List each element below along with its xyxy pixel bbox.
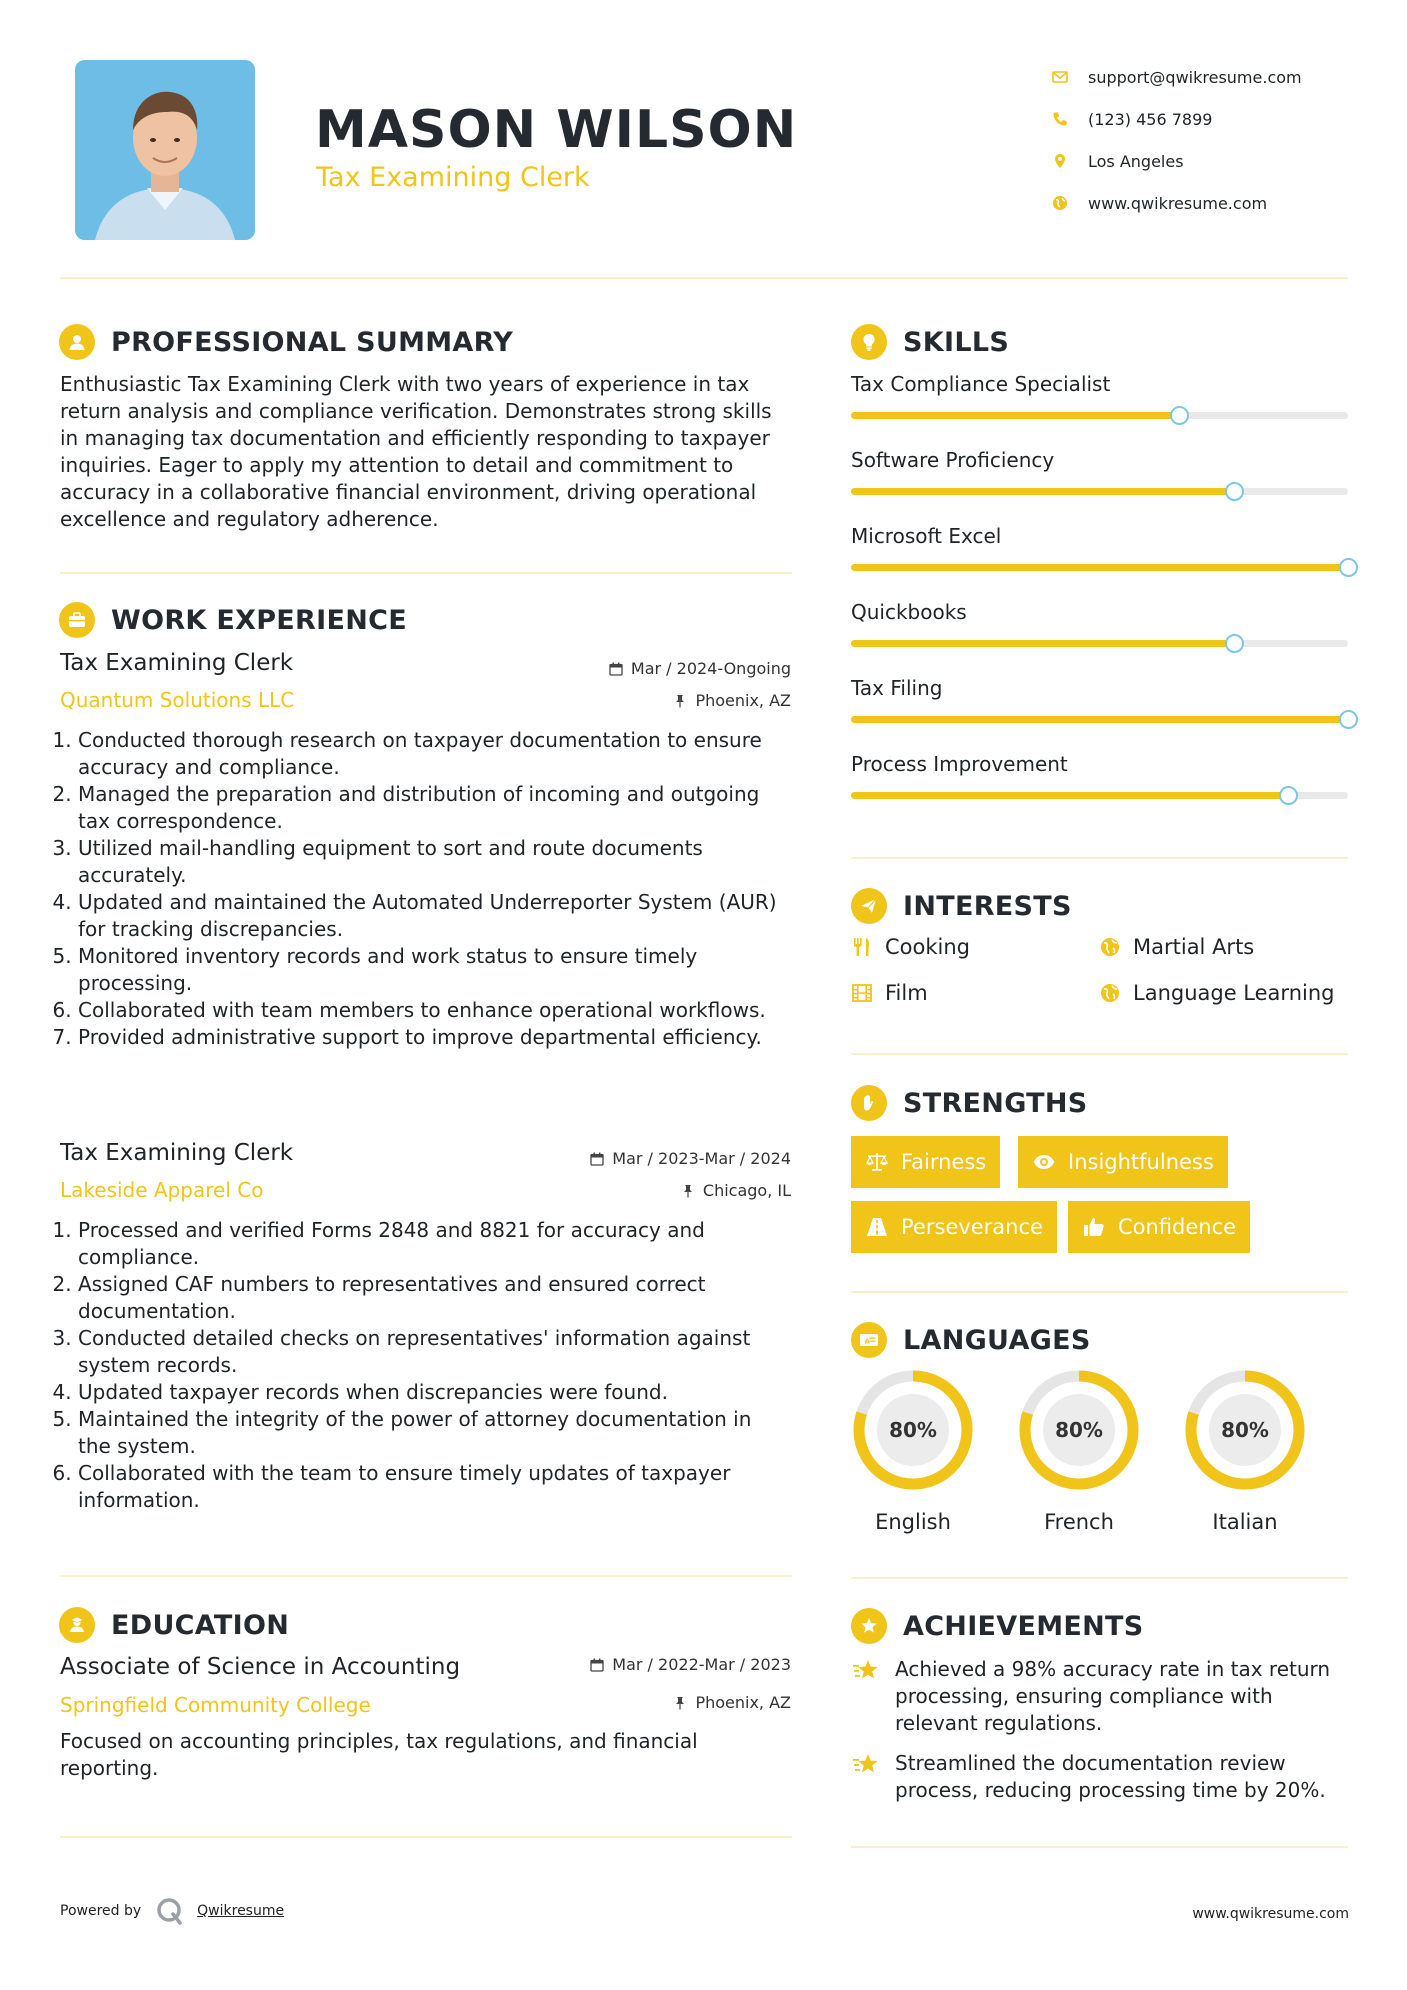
lightbulb-icon bbox=[851, 324, 887, 360]
strength-tag bbox=[1018, 1136, 1228, 1188]
hand-icon bbox=[851, 1085, 887, 1121]
contact-website[interactable] bbox=[1050, 182, 1380, 224]
experience-heading bbox=[59, 602, 407, 638]
education-date bbox=[590, 1655, 791, 1674]
road-icon bbox=[865, 1215, 889, 1239]
briefcase-icon bbox=[59, 602, 95, 638]
skill-bar bbox=[851, 564, 1348, 571]
contact-phone-text: (123) 456 7899 bbox=[1088, 109, 1213, 129]
mail-icon bbox=[1050, 69, 1088, 85]
list-item: 4. Updated and maintained the Automated Underreporter System (AUR) for tracking discrepancies. bbox=[78, 889, 790, 943]
achievement-item bbox=[851, 1656, 1351, 1737]
job-2-date-text: Mar / 2023-Mar / 2024 bbox=[612, 1149, 791, 1168]
list-item: 2. Managed the preparation and distribution of incoming and outgoing tax correspondence. bbox=[78, 781, 790, 835]
globe-icon bbox=[1099, 936, 1121, 958]
strength-tag bbox=[851, 1201, 1057, 1253]
summary-text: Enthusiastic Tax Examining Clerk with two years of experience in tax return analysis and compliance verification. Demonstrates strong skills in managing tax documentation and efficiently responding to taxpayer inquiries. Eager to apply my attention to detail and commitment to accuracy in a collaborative financial environment, driving operational excellence and regulatory adherence. bbox=[60, 372, 772, 531]
contact-phone[interactable] bbox=[1050, 98, 1380, 140]
education-heading-text: EDUCATION bbox=[111, 1609, 290, 1641]
language-name: Italian bbox=[1212, 1510, 1278, 1534]
language-item bbox=[1183, 1368, 1307, 1534]
skill-bar-knob bbox=[1339, 558, 1358, 577]
experience-divider bbox=[60, 1575, 792, 1577]
language-ring bbox=[851, 1368, 975, 1492]
achievement-item bbox=[851, 1750, 1351, 1804]
header-divider bbox=[60, 277, 1348, 279]
list-item: 1. Processed and verified Forms 2848 and 8821 for accuracy and compliance. bbox=[78, 1217, 790, 1271]
skill-item bbox=[851, 448, 1348, 472]
summary-divider bbox=[60, 572, 792, 574]
job-2-date bbox=[590, 1149, 791, 1168]
interest-item bbox=[1099, 981, 1334, 1005]
list-item: 5. Maintained the integrity of the power of attorney documentation in the system. bbox=[78, 1406, 790, 1460]
candidate-name: MASON WILSON bbox=[315, 100, 798, 160]
interests-heading-text: INTERESTS bbox=[903, 890, 1072, 922]
contact-email[interactable] bbox=[1050, 56, 1380, 98]
job-1-location bbox=[673, 691, 791, 710]
skills-heading-text: SKILLS bbox=[903, 326, 1010, 358]
skill-bar-fill bbox=[851, 488, 1234, 495]
languages-heading bbox=[851, 1322, 1091, 1358]
language-icon bbox=[851, 1322, 887, 1358]
skill-item bbox=[851, 524, 1348, 548]
strengths-heading bbox=[851, 1085, 1088, 1121]
education-location bbox=[673, 1693, 791, 1712]
interest-label: Cooking bbox=[885, 935, 970, 959]
list-item: 3. Conducted detailed checks on representatives' information against system records. bbox=[78, 1325, 790, 1379]
footer-powered-by bbox=[60, 1896, 284, 1926]
pin-icon bbox=[673, 694, 687, 708]
list-item: 6. Collaborated with the team to ensure timely updates of taxpayer information. bbox=[78, 1460, 790, 1514]
education-description: Focused on accounting principles, tax regulations, and financial reporting. bbox=[60, 1729, 698, 1780]
star-badge-icon bbox=[851, 1608, 887, 1644]
education-school: Springfield Community College bbox=[60, 1693, 371, 1717]
star-icon bbox=[851, 1750, 881, 1780]
pin-icon bbox=[673, 1696, 687, 1710]
skill-bar-knob bbox=[1279, 786, 1298, 805]
skills-divider bbox=[851, 857, 1348, 859]
skill-bar bbox=[851, 488, 1348, 495]
list-item: 7. Provided administrative support to improve departmental efficiency. bbox=[78, 1024, 790, 1051]
language-item bbox=[1017, 1368, 1141, 1534]
globe-icon bbox=[1099, 982, 1121, 1004]
education-heading bbox=[59, 1607, 289, 1643]
skill-bar bbox=[851, 412, 1348, 419]
film-icon bbox=[851, 982, 873, 1004]
education-location-text: Phoenix, AZ bbox=[695, 1693, 791, 1712]
list-item: 4. Updated taxpayer records when discrepancies were found. bbox=[78, 1379, 790, 1406]
language-percent: 80% bbox=[1221, 1418, 1269, 1442]
achievement-text: Achieved a 98% accuracy rate in tax return processing, ensuring compliance with relevant regulations. bbox=[895, 1657, 1331, 1735]
star-icon bbox=[851, 1656, 881, 1686]
job-1-location-text: Phoenix, AZ bbox=[695, 691, 791, 710]
skill-bar-fill bbox=[851, 792, 1288, 799]
send-icon bbox=[851, 888, 887, 924]
job-1-date bbox=[609, 659, 791, 678]
education-degree: Associate of Science in Accounting bbox=[60, 1654, 461, 1680]
job-1-date-text: Mar / 2024-Ongoing bbox=[630, 659, 791, 678]
strength-tag bbox=[1068, 1201, 1250, 1253]
skill-item bbox=[851, 372, 1348, 396]
interest-label: Martial Arts bbox=[1133, 935, 1255, 959]
languages-heading-text: LANGUAGES bbox=[903, 1324, 1091, 1356]
skill-item bbox=[851, 600, 1348, 624]
user-icon bbox=[59, 324, 95, 360]
strength-tag bbox=[851, 1136, 1000, 1188]
interest-label: Film bbox=[885, 981, 928, 1005]
language-name: French bbox=[1044, 1510, 1114, 1534]
language-percent: 80% bbox=[1055, 1418, 1103, 1442]
language-item bbox=[851, 1368, 975, 1534]
summary-heading-text: PROFESSIONAL SUMMARY bbox=[111, 326, 514, 358]
education-divider bbox=[60, 1836, 792, 1838]
interest-item bbox=[1099, 935, 1254, 959]
job-2-location-text: Chicago, IL bbox=[702, 1181, 791, 1200]
job-2-location bbox=[681, 1181, 791, 1200]
calendar-icon bbox=[609, 662, 623, 676]
skill-name: Microsoft Excel bbox=[851, 524, 1002, 548]
calendar-icon bbox=[590, 1658, 604, 1672]
contact-info bbox=[1050, 56, 1380, 224]
strength-label: Perseverance bbox=[901, 1215, 1043, 1239]
strength-label: Confidence bbox=[1118, 1215, 1237, 1239]
job-2-title: Tax Examining Clerk bbox=[60, 1140, 294, 1166]
skill-bar bbox=[851, 792, 1348, 799]
skill-name: Process Improvement bbox=[851, 752, 1068, 776]
languages-divider bbox=[851, 1577, 1348, 1579]
interest-item bbox=[851, 981, 928, 1005]
language-ring bbox=[1183, 1368, 1307, 1492]
education-date-text: Mar / 2022-Mar / 2023 bbox=[612, 1655, 791, 1674]
skill-item bbox=[851, 752, 1348, 776]
qwikresume-logo-icon bbox=[155, 1896, 185, 1926]
contact-website-text: www.qwikresume.com bbox=[1088, 193, 1268, 213]
strengths-divider bbox=[851, 1291, 1348, 1293]
skill-name: Quickbooks bbox=[851, 600, 967, 624]
strength-label: Insightfulness bbox=[1068, 1150, 1214, 1174]
contact-email-text: support@qwikresume.com bbox=[1088, 67, 1302, 87]
phone-icon bbox=[1050, 111, 1088, 127]
list-item: 2. Assigned CAF numbers to representatives and ensured correct documentation. bbox=[78, 1271, 790, 1325]
skill-bar-fill bbox=[851, 564, 1348, 571]
language-percent: 80% bbox=[889, 1418, 937, 1442]
skill-bar-knob bbox=[1170, 406, 1189, 425]
skill-bar-knob bbox=[1339, 710, 1358, 729]
skill-bar-fill bbox=[851, 716, 1348, 723]
strengths-heading-text: STRENGTHS bbox=[903, 1087, 1088, 1119]
interests-divider bbox=[851, 1053, 1348, 1055]
achievement-text: Streamlined the documentation review process, reducing processing time by 20%. bbox=[895, 1751, 1326, 1802]
contact-location bbox=[1050, 140, 1380, 182]
skill-bar-knob bbox=[1225, 482, 1244, 501]
language-name: English bbox=[875, 1510, 951, 1534]
list-item: 1. Conducted thorough research on taxpayer documentation to ensure accuracy and compliance. bbox=[78, 727, 790, 781]
powered-by-text: Powered by bbox=[60, 1903, 142, 1919]
contact-location-text: Los Angeles bbox=[1088, 151, 1184, 171]
interest-label: Language Learning bbox=[1133, 981, 1335, 1005]
thumbs-up-icon bbox=[1082, 1215, 1106, 1239]
language-ring bbox=[1017, 1368, 1141, 1492]
skill-bar-fill bbox=[851, 640, 1234, 647]
footer-url[interactable]: www.qwikresume.com bbox=[1192, 1906, 1349, 1922]
skills-heading bbox=[851, 324, 1009, 360]
list-item: 5. Monitored inventory records and work status to ensure timely processing. bbox=[78, 943, 790, 997]
experience-heading-text: WORK EXPERIENCE bbox=[111, 604, 407, 636]
list-item: 6. Collaborated with team members to enhance operational workflows. bbox=[78, 997, 790, 1024]
skill-bar-fill bbox=[851, 412, 1179, 419]
skill-bar-knob bbox=[1225, 634, 1244, 653]
skill-bar bbox=[851, 716, 1348, 723]
skill-bar bbox=[851, 640, 1348, 647]
job-1-company: Quantum Solutions LLC bbox=[60, 688, 295, 712]
job-2-responsibilities bbox=[60, 1217, 790, 1514]
globe-icon bbox=[1050, 195, 1088, 211]
profile-photo bbox=[75, 60, 255, 240]
achievements-divider bbox=[851, 1846, 1348, 1848]
scale-icon bbox=[865, 1150, 889, 1174]
achievements-heading bbox=[851, 1608, 1144, 1644]
footer-brand-link[interactable]: Qwikresume bbox=[197, 1903, 285, 1919]
job-2-company: Lakeside Apparel Co bbox=[60, 1178, 264, 1202]
svg-text:A: A bbox=[864, 1337, 870, 1346]
strength-label: Fairness bbox=[901, 1150, 987, 1174]
skill-name: Software Proficiency bbox=[851, 448, 1055, 472]
utensils-icon bbox=[851, 936, 873, 958]
pin-icon bbox=[681, 1184, 695, 1198]
skill-item bbox=[851, 676, 1348, 700]
eye-icon bbox=[1032, 1150, 1056, 1174]
calendar-icon bbox=[590, 1152, 604, 1166]
location-icon bbox=[1050, 153, 1088, 169]
interests-heading bbox=[851, 888, 1072, 924]
list-item: 3. Utilized mail-handling equipment to sort and route documents accurately. bbox=[78, 835, 790, 889]
achievements-heading-text: ACHIEVEMENTS bbox=[903, 1610, 1144, 1642]
candidate-title: Tax Examining Clerk bbox=[316, 162, 590, 193]
interest-item bbox=[851, 935, 970, 959]
skill-name: Tax Compliance Specialist bbox=[851, 372, 1111, 396]
job-1-responsibilities bbox=[60, 727, 790, 1051]
graduation-icon bbox=[59, 1607, 95, 1643]
job-1-title: Tax Examining Clerk bbox=[60, 650, 294, 676]
skill-name: Tax Filing bbox=[851, 676, 943, 700]
summary-heading bbox=[59, 324, 513, 360]
